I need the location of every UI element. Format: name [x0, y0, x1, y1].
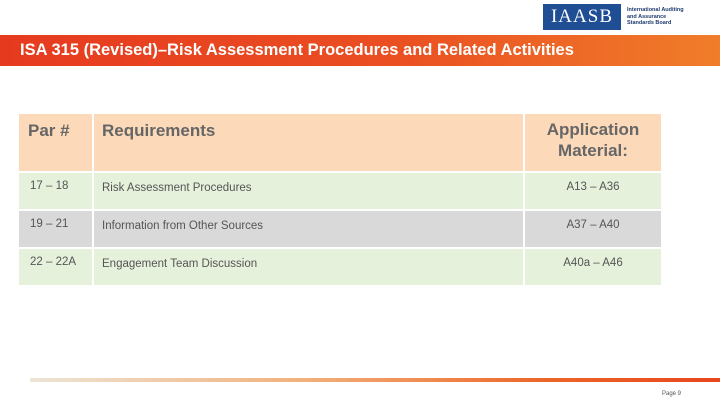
row-application: A13 – A36: [524, 172, 662, 210]
row-application: A37 – A40: [524, 210, 662, 248]
logo-mark: IAASB: [543, 4, 621, 30]
header-application-line2: Material:: [558, 141, 628, 160]
iaasb-logo: [543, 3, 715, 31]
row-par: 19 – 21: [18, 210, 93, 248]
header-requirements: Requirements: [93, 113, 524, 172]
table-row: [18, 248, 662, 286]
row-par: 17 – 18: [18, 172, 93, 210]
logo-caption-line2: and Assurance: [627, 13, 667, 20]
row-application: A40a – A46: [524, 248, 662, 286]
row-requirement: Information from Other Sources: [93, 210, 524, 248]
requirements-table: [17, 112, 663, 287]
logo-caption-line3: Standards Board: [627, 20, 672, 27]
row-par: 22 – 22A: [18, 248, 93, 286]
title-bar: [0, 35, 720, 66]
footer-divider: [30, 378, 720, 382]
table-header-row: [18, 113, 662, 172]
slide-title: ISA 315 (Revised)–Risk Assessment Procedures and Related Activities: [20, 41, 574, 59]
row-requirement: Risk Assessment Procedures: [93, 172, 524, 210]
row-requirement: Engagement Team Discussion: [93, 248, 524, 286]
logo-caption: [627, 7, 711, 27]
header-application-material: [524, 113, 662, 172]
logo-caption-line1: International Auditing: [627, 7, 684, 14]
header-par: Par #: [18, 113, 93, 172]
page-number: Page 9: [662, 391, 682, 397]
table-row: [18, 172, 662, 210]
table-row: [18, 210, 662, 248]
header-application-line1: Application: [546, 120, 640, 139]
